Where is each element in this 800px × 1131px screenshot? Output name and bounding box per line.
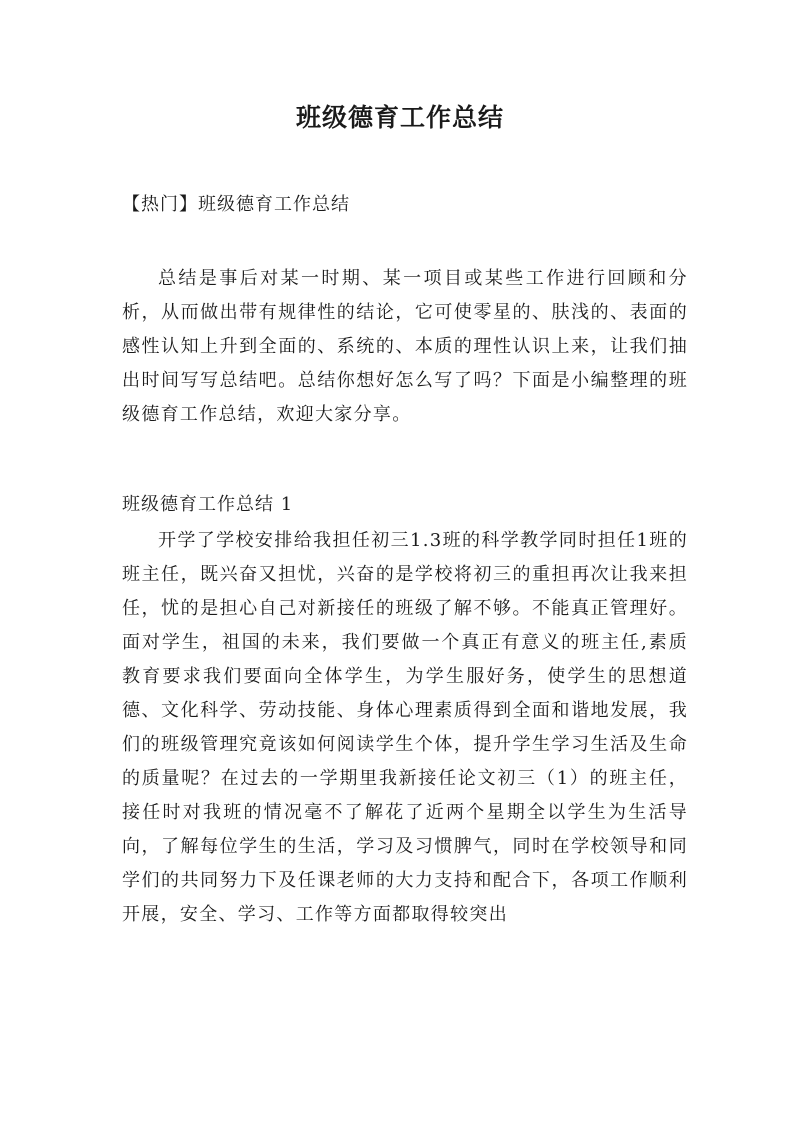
document-title: 班级德育工作总结 (295, 103, 504, 132)
section-heading-1: 班级德育工作总结 1 (122, 494, 294, 515)
document-subtitle: 【热门】班级德育工作总结 (122, 194, 350, 215)
intro-paragraph: 总结是事后对某一时期、某一项目或某些工作进行回顾和分析，从而做出带有规律性的结论，它可使零星的、肤浅的、表面的感性认知上升到全面的、系统的、本质的理性认识上来，让我们抽出时间写写总结吧。总结你想好怎么写了吗？下面是小编整理的班级德育工作总结，欢迎大家分享。 (122, 268, 688, 425)
section-body-1: 开学了学校安排给我担任初三1.3班的科学教学同时担任1班的班主任，既兴奋又担忧，兴奋的是学校将初三的重担再次让我来担任，忧的是担心自己对新接任的班级了解不够。不能真正管理好。面对学生，祖国的未来，我们要做一个真正有意义的班主任,素质教育要求我们要面向全体学生，为学生服好务，使学生的思想道德、文化科学、劳动技能、身体心理素质得到全面和谐地发展，我们的班级管理究竟该如何阅读学生个体，提升学生学习生活及生命的质量呢？在过去的一学期里我新接任论文初三（1）的班主任，接任时对我班的情况毫不了解花了近两个星期全以学生为生活导向，了解每位学生的生活，学习及习惯脾气，同时在学校领导和同学们的共同努力下及任课老师的大力支持和配合下，各项工作顺利开展，安全、学习、工作等方面都取得较突出 (122, 530, 688, 925)
